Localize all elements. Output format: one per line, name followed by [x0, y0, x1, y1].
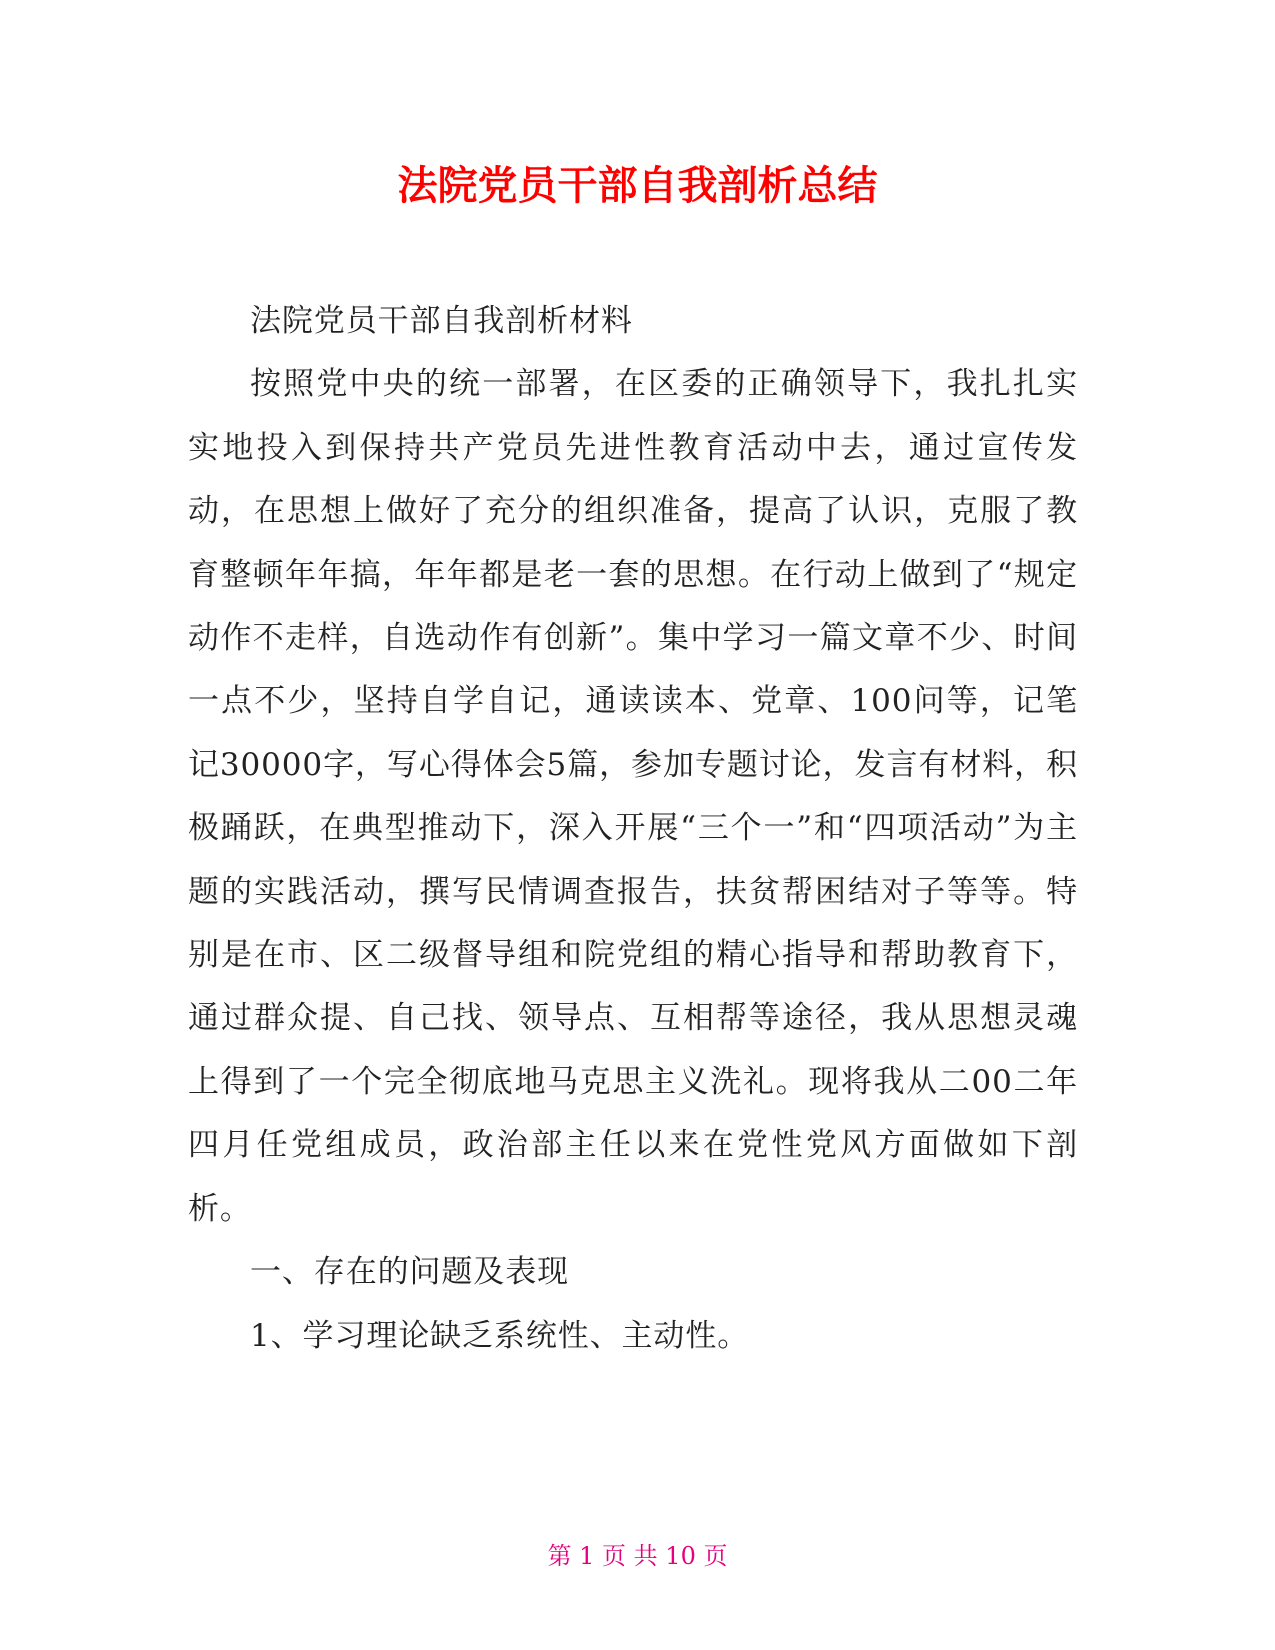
- document-title: 法院党员干部自我剖析总结: [397, 163, 878, 209]
- document-body: [188, 290, 1078, 1368]
- page-number-footer: 第 1 页 共 10 页: [547, 1542, 728, 1570]
- subtitle-paragraph: 法院党员干部自我剖析材料: [250, 303, 633, 339]
- body-paragraph: 按照党中央的统一部署，在区委的正确领导下，我扎扎实实地投入到保持共产党员先进性教育活动中去，通过宣传发动，在思想上做好了充分的组织准备，提高了认识，克服了教育整顿年年搞，年年都是老一套的思想。在行动上做到了“规定动作不走样，自选动作有创新”。集中学习一篇文章不少、时间一点不少，坚持自学自记，通读读本、党章、100问等，记笔记30000字，写心得体会5篇，参加专题讨论，发言有材料，积极踊跃，在典型推动下，深入开展“三个一”和“四项活动”为主题的实践活动，撰写民情调查报告，扶贫帮困结对子等等。特别是在市、区二级督导组和院党组的精心指导和帮助教育下，通过群众提、自己找、领导点、互相帮等途径，我从思想灵魂上得到了一个完全彻底地马克思主义洗礼。现将我从二00二年四月任党组成员，政治部主任以来在党性党风方面做如下剖析。: [188, 366, 1078, 1227]
- section-heading: 一、存在的问题及表现: [250, 1254, 569, 1291]
- subsection-heading: 1、学习理论缺乏系统性、主动性。: [250, 1317, 750, 1354]
